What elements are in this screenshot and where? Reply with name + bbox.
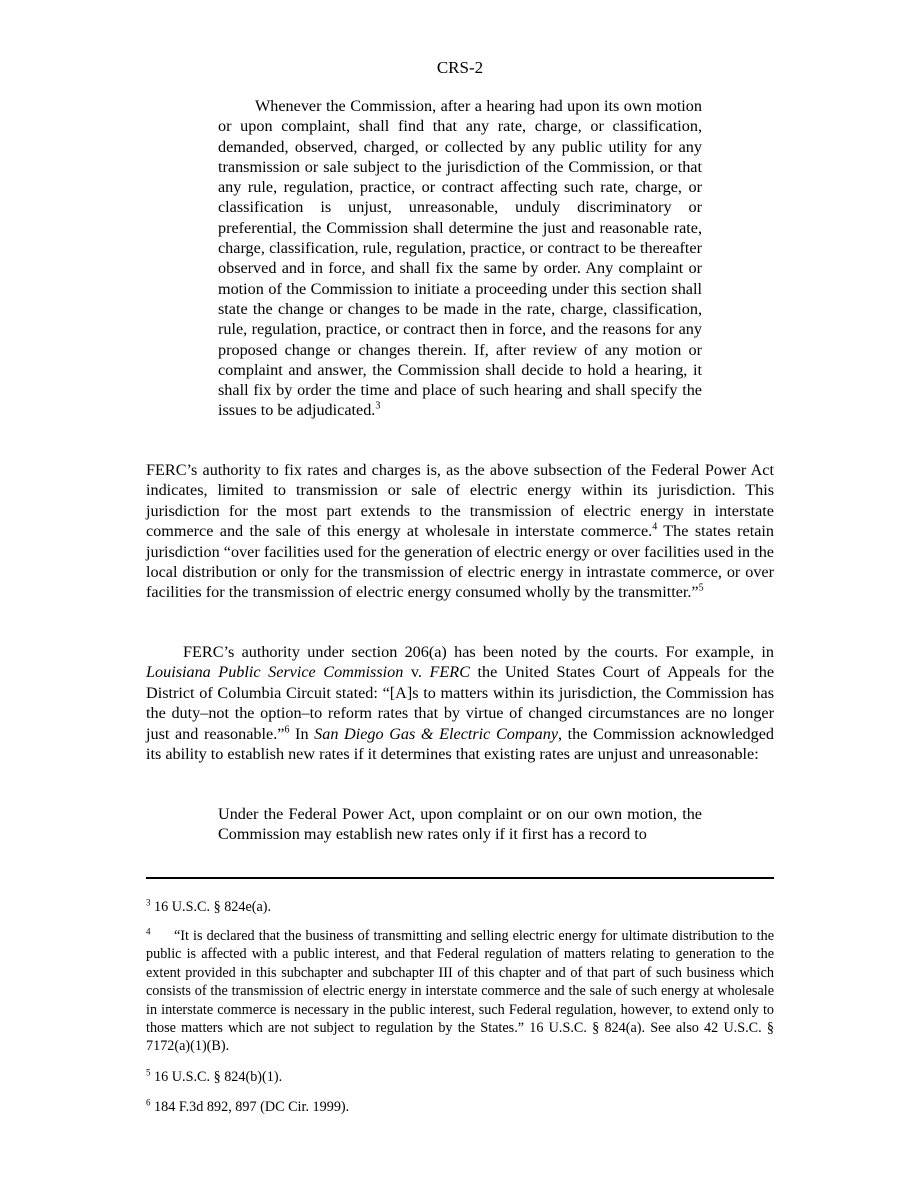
footnote-text: 16 U.S.C. § 824(b)(1). [150, 1069, 283, 1085]
footnote-3 [146, 898, 774, 916]
paragraph-text: , the Commission acknowledged its ability to establish new rates if it determines that existing rates are unjust and unreasonable: [146, 724, 775, 764]
page-header: CRS-2 [436, 58, 484, 77]
paragraph-text: The states retain jurisdiction “over facilities used for the generation of electric energy or over facilities used in the local distribution or only for the transmission of electric energy in intrastate commerce, or over facilities for the transmission of electric energy consumed wholly by the transmitter.” [146, 522, 775, 602]
footnote-ref-4[interactable]: 4 [652, 521, 658, 533]
footnote-number: 3 [146, 897, 151, 908]
block-quote-commission: Under the Federal Power Act, upon complaint or on our own motion, the Commission may establish new rates only if it first has a record to [218, 805, 702, 844]
footnote-text: “It is declared that the business of transmitting and selling electric energy for ultimate distribution to the public is affected with a public interest, and that Federal regulation of matters relating to generation to the extent provided in this subchapter and subchapter III of this chapter and of that part of such business which consists of the transmission of electric energy in interstate commerce and the sale of such energy at wholesale in interstate commerce is necessary in the public interest, such Federal regulation, however, to extend only to those matters which are not subject to regulation by the States.” 16 U.S.C. § 824(a). See also 42 U.S.C. § 7172(a)(1)(B). [146, 928, 774, 1055]
case-versus: v. [403, 663, 430, 682]
footnote-ref-5[interactable]: 5 [698, 583, 704, 595]
paragraph-text: FERC’s authority under section 206(a) has been noted by the courts. For example, in [183, 643, 774, 661]
footnote-divider [146, 877, 774, 879]
paragraph-courts [146, 642, 774, 764]
footnote-number: 4 [146, 926, 151, 937]
footnote-ref-6[interactable]: 6 [284, 724, 290, 736]
footnote-6 [146, 1098, 774, 1116]
footnote-text: 184 F.3d 892, 897 (DC Cir. 1999). [150, 1099, 350, 1115]
paragraph-jurisdiction [146, 460, 774, 603]
footnote-ref-3[interactable]: 3 [375, 401, 381, 413]
footnote-text: 16 U.S.C. § 824e(a). [150, 899, 272, 915]
footnote-4 [146, 927, 774, 1056]
case-name: San Diego Gas & Electric Company [314, 724, 559, 743]
paragraph-text: the United States Court of Appeals for the District of Columbia Circuit stated: “[A]s to matters within its jurisdiction, the Commission has the duty–not the option–to reform rates that by virtue of changed circumstances are no longer just and reasonable.” [146, 663, 775, 743]
block-quote-statute [218, 96, 702, 421]
paragraph-text: FERC’s authority to fix rates and charges is, as the above subsection of the Federal Power Act indicates, limited to transmission or sale of electric energy within its jurisdiction. This jurisdiction for the most part extends to the transmission of electric energy in interstate commerce and the sale of this energy at wholesale in interstate commerce. [146, 461, 774, 541]
footnote-5 [146, 1068, 774, 1086]
paragraph-text: In [289, 724, 315, 743]
quote-text: Whenever the Commission, after a hearing had upon its own motion or upon complaint, shall find that any rate, charge, or classification, demanded, observed, charged, or collected by any public utility for any transmission or sale subject to the jurisdiction of the Commission, or that any rule, regulation, practice, or contract affecting such rate, charge, or classification is unjust, unreasonable, unduly discriminatory or preferential, the Commission shall determine the just and reasonable rate, charge, classification, rule, regulation, practice, or contract to be thereafter observed and in force, and shall fix the same by order. Any complaint or motion of the Commission to initiate a proceeding under this section shall state the change or changes to be made in the rate, charge, classification, rule, regulation, practice, or contract then in force, and the reasons for any proposed change or changes therein. If, after review of any motion or complaint and answer, the Commission shall decide to hold a hearing, it shall fix by order the time and place of such hearing and shall specify the issues to be adjudicated. [218, 97, 702, 420]
footnote-number: 6 [146, 1097, 151, 1108]
case-name: FERC [429, 663, 470, 682]
footnote-number: 5 [146, 1067, 151, 1078]
case-name: Louisiana Public Service Commission [146, 663, 404, 682]
